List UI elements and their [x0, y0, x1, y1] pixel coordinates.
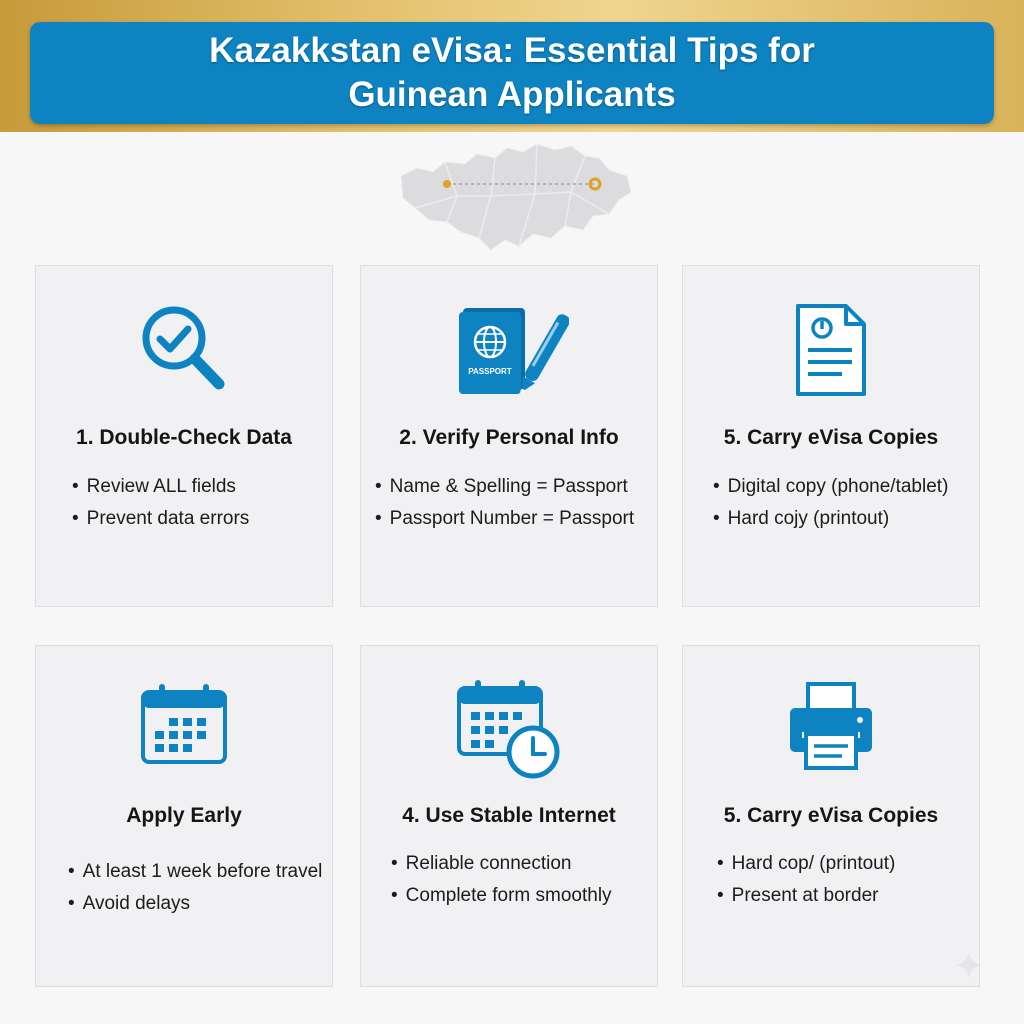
card-heading: 1. Double-Check Data — [76, 426, 292, 449]
card-heading: 4. Use Stable Internet — [402, 804, 616, 827]
tip-card-carry-copies-2 — [682, 645, 980, 987]
origin-pin-icon — [443, 180, 451, 188]
list-item: • Review ALL fields — [72, 471, 249, 503]
list-item: • Digital copy (phone/tablet) — [713, 471, 948, 503]
calendar-clock-icon — [361, 676, 657, 786]
card-heading: Apply Early — [126, 804, 242, 827]
list-item: • Reliable connection — [391, 848, 612, 880]
list-item: • Hard cop/ (printout) — [717, 848, 895, 880]
bullet-list — [68, 856, 322, 920]
list-item: • Name & Spelling = Passport — [375, 471, 634, 503]
bullet-list — [717, 848, 895, 912]
tip-card-apply-early — [35, 645, 333, 987]
document-icon — [683, 296, 979, 406]
tip-card-stable-internet — [360, 645, 658, 987]
list-item: • Passport Number = Passport — [375, 503, 634, 535]
card-heading: 5. Carry eVisa Copies — [723, 426, 939, 449]
sparkle-icon — [954, 950, 984, 980]
tip-card-carry-copies — [682, 265, 980, 607]
passport-label: PASSPORT — [468, 367, 512, 376]
list-item: • Avoid delays — [68, 888, 322, 920]
bullet-list — [72, 471, 249, 535]
bullet-list — [713, 471, 948, 535]
title-banner — [30, 22, 994, 124]
list-item: • Complete form smoothly — [391, 880, 612, 912]
tip-card-double-check — [35, 265, 333, 607]
page-title: Kazakkstan eVisa: Essential Tips for Guinean Applicants — [209, 31, 815, 114]
tip-card-verify-info — [360, 265, 658, 607]
card-heading: 2. Verify Personal Info — [399, 426, 619, 449]
bullet-list — [375, 471, 634, 535]
magnifier-check-icon — [36, 296, 332, 406]
passport-pen-icon — [361, 296, 657, 406]
printer-icon — [683, 676, 979, 786]
list-item: • Prevent data errors — [72, 503, 249, 535]
list-item: • Hard cojy (printout) — [713, 503, 948, 535]
bullet-list — [391, 848, 612, 912]
calendar-icon — [36, 676, 332, 786]
list-item: • Present at border — [717, 880, 895, 912]
list-item: • At least 1 week before travel — [68, 856, 322, 888]
card-heading: 5. Carry eVisa Copies — [723, 804, 939, 827]
kazakhstan-map — [395, 136, 635, 256]
